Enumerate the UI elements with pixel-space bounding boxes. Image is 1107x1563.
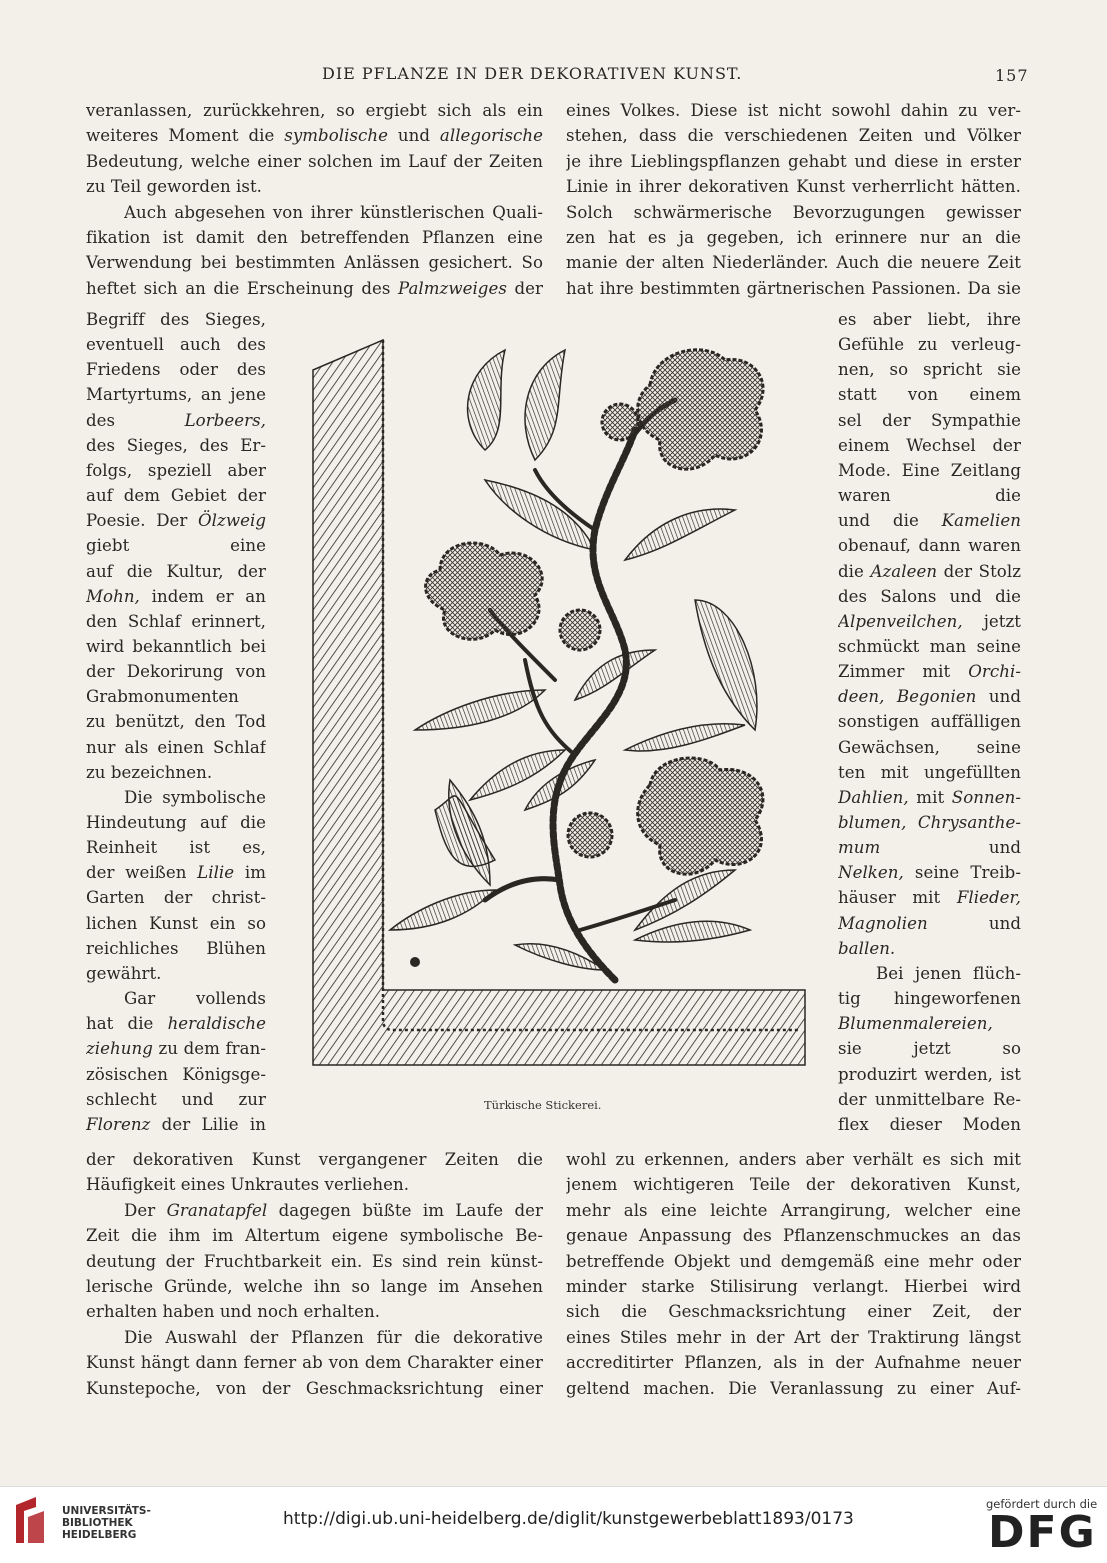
permalink-link[interactable]: http://digi.ub.uni-heidelberg.de/diglit/kunstgewerbeblatt1893/0173 [283,1509,854,1529]
text-run: sie jetzt so [838,1039,1021,1059]
italic-term: Mohn, [86,586,140,606]
text-run: waren die [838,486,1021,506]
text-run: ten mit ungefüllten [838,762,1021,782]
figure-caption: Türkische Stickerei. [484,1098,602,1112]
text-line [566,1274,1021,1300]
italic-term: blumen, Chrysanthe- [838,813,1021,832]
italic-term: Magnolien [838,913,928,933]
funded-by-label: gefördert durch die [986,1497,1098,1511]
dfg-logo: DFG [988,1507,1097,1558]
digitization-footer [0,1486,1107,1563]
italic-term: Ölzweig [198,511,266,531]
text-line [566,1249,1021,1275]
text-run: der dekorativen Kunst vergangener Zeiten die [86,1150,543,1169]
italic-term: mum [838,838,881,858]
text-run: die [838,561,871,581]
text-run: Linie in ihrer dekorativen Kunst verherrlicht hätten. [566,177,1021,197]
italic-term: Sonnen- [951,787,1021,807]
text-line [124,986,266,1012]
text-run: und [880,838,1021,858]
text-run: Garten der christ- [86,888,266,908]
text-line [86,1087,266,1113]
text-run: heftet sich an die Erscheinung des [86,278,398,298]
text-run: mehr als eine leichte Arrangirung, welcher eine [566,1200,1021,1220]
text-run: auf die Kultur, der [86,561,266,581]
embroidery-illustration [295,330,815,1075]
text-run: Martyrtums, an jene [86,385,266,405]
text-run: manie der alten Niederländer. Auch die neuere Zeit [566,253,1021,273]
text-run: der unmittelbare Re- [838,1089,1021,1109]
italic-term: Flieder, [956,888,1021,908]
text-run: genaue Anpassung des Pflanzenschmuckes an das [566,1226,1021,1246]
text-run: Reinheit ist es, [86,838,266,858]
text-run: Mode. Eine Zeitlang [838,460,1021,480]
text-line [838,835,1021,861]
text-run: Die Auswahl der Pflanzen für die dekorative [124,1327,543,1347]
text-line [838,760,1021,786]
text-run: je ihre Lieblingspflanzen gehabt und diese in erster [566,151,1021,171]
text-run: eines Stiles mehr in der Art der Traktirung längst [566,1327,1021,1347]
text-line [566,250,1021,276]
text-line [86,1112,266,1138]
italic-term: ballen. [838,938,896,958]
text-run: erhalten haben und noch erhalten. [86,1302,381,1322]
text-line [566,123,1021,149]
text-run: Grabmonumenten [86,687,239,707]
text-run: schlecht und zur [86,1089,266,1109]
text-line [838,1011,1021,1037]
text-run: nen, so spricht sie [838,360,1021,380]
text-line [838,911,1021,937]
text-line [838,860,1021,886]
text-line [86,911,266,937]
text-line [566,1299,1021,1325]
text-line [86,936,266,962]
text-line [566,1350,1021,1376]
text-line [838,357,1021,383]
text-run: minder starke Stilisirung verlangt. Hierbei wird [566,1277,1021,1296]
text-line [86,735,266,761]
text-line [86,250,543,276]
text-line [86,433,266,459]
text-run: geltend machen. Die Veranlassung zu einer Auf- [566,1378,1021,1398]
text-run: dagegen büßte im Laufe der [267,1200,543,1220]
text-line [86,533,266,559]
text-run: zu bezeichnen. [86,762,213,782]
text-line [838,659,1021,685]
text-run: Der [124,1200,167,1220]
library-name-line2: BIBLIOTHEK [62,1517,133,1529]
text-run: Häufigkeit eines Unkrautes verliehen. [86,1175,410,1195]
text-run: zu Teil geworden ist. [86,177,262,197]
text-run: Kunst hängt dann ferner ab von dem Charakter einer [86,1353,543,1373]
text-line [86,810,266,836]
text-run: Friedens oder des [86,360,266,380]
text-line [86,584,266,610]
text-run: hat ihre bestimmten gärtnerischen Passionen. Da sie [566,278,1021,298]
text-line [838,483,1021,509]
text-line [124,200,543,226]
text-line [86,659,266,685]
text-line [86,458,266,484]
text-line [838,735,1021,761]
text-run: häuser mit [838,888,957,908]
text-line [86,1249,543,1275]
text-run: des [86,410,185,430]
page-number: 157 [995,66,1029,85]
italic-term: ziehung [86,1039,153,1059]
text-line [838,332,1021,358]
italic-term: Blumenmalereien, [838,1014,993,1034]
text-line [86,1274,543,1300]
text-run: Gewächsen, seine [838,737,1021,757]
text-run: jenem wichtigeren Teile der dekorativen Kunst, [566,1175,1021,1195]
text-line [86,408,266,434]
text-run: es aber liebt, ihre [838,310,1021,329]
text-run: Zimmer mit [838,662,969,682]
text-run: Bedeutung, welche einer solchen im Lauf der Zeiten [86,151,543,171]
text-line [86,1350,543,1376]
text-line [86,1036,266,1062]
italic-term: allegorische [439,126,543,146]
library-name-line3: HEIDELBERG [62,1529,137,1541]
italic-term: Orchi- [968,662,1021,682]
text-line [566,276,1021,302]
text-line [838,709,1021,735]
text-line [86,174,262,200]
text-run: zösischen Königsge- [86,1064,266,1084]
small-insect-mark [410,957,420,967]
text-run: veranlassen, zurückkehren, so ergiebt sich als ein [86,101,543,120]
text-run: zen hat es ja gegeben, ich erinnere nur an die [566,228,1021,247]
text-line [86,123,543,149]
text-line [838,1112,1021,1138]
text-line [838,986,1021,1012]
text-run: wohl zu erkennen, anders aber verhält es sich mit [566,1150,1021,1169]
text-line [86,357,266,383]
text-run: betreffende Objekt und demgemäß eine mehr oder [566,1251,1021,1271]
text-run: Die symbolische [124,787,266,807]
text-line [876,961,1021,987]
text-line [86,1299,380,1325]
italic-term: Palmzweiges [397,278,507,298]
text-run: zu benützt, den Tod [86,712,266,732]
text-line [86,559,266,585]
text-run: der [506,278,543,298]
text-run: und [927,913,1021,933]
text-line [86,961,162,987]
text-line [86,1062,266,1088]
text-line [838,533,1021,559]
text-line [86,483,266,509]
text-run: und [387,126,440,146]
text-line [566,149,1021,175]
text-run: sonstigen auffälligen [838,712,1021,732]
text-line [86,149,543,175]
text-run: weiteres Moment die [86,126,285,146]
text-line [838,559,1021,585]
text-run: des Sieges, des Er- [86,435,266,455]
text-run: Gar vollends [124,989,266,1009]
text-run: Solch schwärmerische Bevorzugungen gewisser [566,202,1021,222]
text-run: Auch abgesehen von ihrer künstlerischen Quali- [124,202,543,222]
text-run: reichliches Blühen [86,938,266,958]
text-run: indem er an [139,586,266,606]
text-run: den Schlaf erinnert, [86,611,266,631]
italic-term: Nelken, [838,863,904,883]
text-line [86,1172,409,1198]
text-line [86,1223,543,1249]
running-title: DIE PFLANZE IN DER DEKORATIVEN KUNST. [322,64,743,83]
text-line [86,709,266,735]
text-run: Gefühle zu verleug- [838,335,1021,355]
text-line [86,225,543,251]
text-run: im [234,863,266,883]
text-line [838,508,1021,534]
text-run: deutung der Fruchtbarkeit ein. Es sind rein künst- [86,1251,543,1271]
text-run: schmückt man seine [838,636,1021,656]
text-run: wird bekanntlich bei [86,636,266,656]
text-run: des Salons und die [838,586,1021,606]
text-line [838,936,895,962]
text-run: produzirt werden, ist [838,1064,1021,1084]
text-line [86,508,266,534]
text-line [86,332,266,358]
text-run: Poesie. Der [86,511,199,531]
italic-term: Lorbeers, [184,410,266,430]
text-run: und die [838,511,942,531]
text-run: eines Volkes. Diese ist nicht sowohl dahin zu ver- [566,101,1021,120]
italic-term: deen, Begonien [838,687,977,707]
text-line [86,609,266,635]
text-line [86,1011,266,1037]
text-line [566,225,1021,251]
text-run: obenauf, dann waren [838,536,1021,556]
text-run: tig hingeworfenen [838,989,1021,1009]
italic-term: heraldische [167,1014,266,1034]
text-line [566,200,1021,226]
text-run: zu dem fran- [152,1039,266,1059]
text-line [838,810,1021,836]
text-run: lichen Kunst ein so [86,913,266,933]
text-line [838,433,1021,459]
text-line [86,860,266,886]
text-line [86,98,543,124]
text-run: der Lilie in [150,1114,266,1134]
italic-term: Azaleen [870,561,938,581]
text-line [566,1325,1021,1351]
italic-term: Lilie [197,863,235,883]
text-run: eventuell auch des [86,335,266,355]
text-run: Begriff des Sieges, [86,310,266,329]
text-run: nur als einen Schlaf [86,737,266,757]
text-line [838,584,1021,610]
university-logo-icon [12,1495,48,1547]
text-line [86,1376,543,1402]
text-line [838,458,1021,484]
text-line [566,1147,1021,1173]
library-name-line1: UNIVERSITÄTS- [62,1505,151,1517]
text-line [838,785,1021,811]
text-run: fikation ist damit den betreffenden Pflanzen eine [86,228,543,247]
text-line [566,98,1021,124]
text-run: Bei jenen flüch- [876,963,1021,983]
text-line [838,1087,1021,1113]
text-line [838,885,1021,911]
text-run: Zeit die ihm im Altertum eigene symbolische Be- [86,1226,543,1246]
text-run: mit [908,787,952,807]
text-run: stehen, dass die verschiedenen Zeiten und Völker [566,126,1021,146]
text-line [838,408,1021,434]
text-run: Kunstepoche, von der Geschmacksrichtung einer [86,1378,543,1398]
text-run: gewährt. [86,963,162,983]
text-line [566,1172,1021,1198]
text-line [566,1376,1021,1402]
text-line [566,174,1021,200]
text-line [566,1223,1021,1249]
text-line [124,1325,543,1351]
text-line [566,1198,1021,1224]
text-line [86,760,212,786]
text-run: seine Treib- [903,863,1021,883]
italic-term: Dahlien, [838,787,909,807]
text-run: der Dekorirung von [86,662,266,682]
text-run: Verwendung bei bestimmten Anlässen gesichert. So [86,253,543,273]
text-line [124,1198,543,1224]
text-run: accreditirter Pflanzen, als in der Aufnahme neuer [566,1353,1021,1373]
text-line [86,634,266,660]
text-line [838,609,1021,635]
text-run: einem Wechsel der [838,435,1021,455]
text-line [838,1036,1021,1062]
text-line [124,785,266,811]
text-line [86,835,266,861]
italic-term: Granatapfel [166,1200,268,1220]
italic-term: symbolische [284,126,388,146]
text-line [86,307,266,333]
text-run: der weißen [86,863,198,883]
text-run: der Stolz [937,561,1021,581]
text-run: giebt eine [86,536,266,556]
text-run: Hindeutung auf die [86,813,266,832]
text-line [86,382,266,408]
text-line [86,684,266,710]
text-run: sel der Sympathie [838,410,1021,430]
text-line [86,885,266,911]
text-line [86,1147,543,1173]
text-line [838,684,1021,710]
text-run: jetzt [962,611,1021,631]
text-run: und [976,687,1021,707]
text-run: folgs, speziell aber [86,460,266,480]
text-run: hat die [86,1014,168,1034]
italic-term: Florenz [86,1114,151,1134]
text-line [838,382,1021,408]
text-run: lerische Gründe, welche ihn so lange im Ansehen [86,1277,543,1296]
text-line [86,276,543,302]
text-run: statt von einem [838,385,1021,405]
italic-term: Alpenveilchen, [838,611,963,631]
text-run: sich die Geschmacksrichtung einer Zeit, der [566,1302,1021,1322]
text-run: auf dem Gebiet der [86,486,266,506]
italic-term: Kamelien [941,511,1021,531]
text-line [838,307,1021,333]
text-run: flex dieser Moden [838,1114,1021,1134]
text-line [838,634,1021,660]
text-line [838,1062,1021,1088]
